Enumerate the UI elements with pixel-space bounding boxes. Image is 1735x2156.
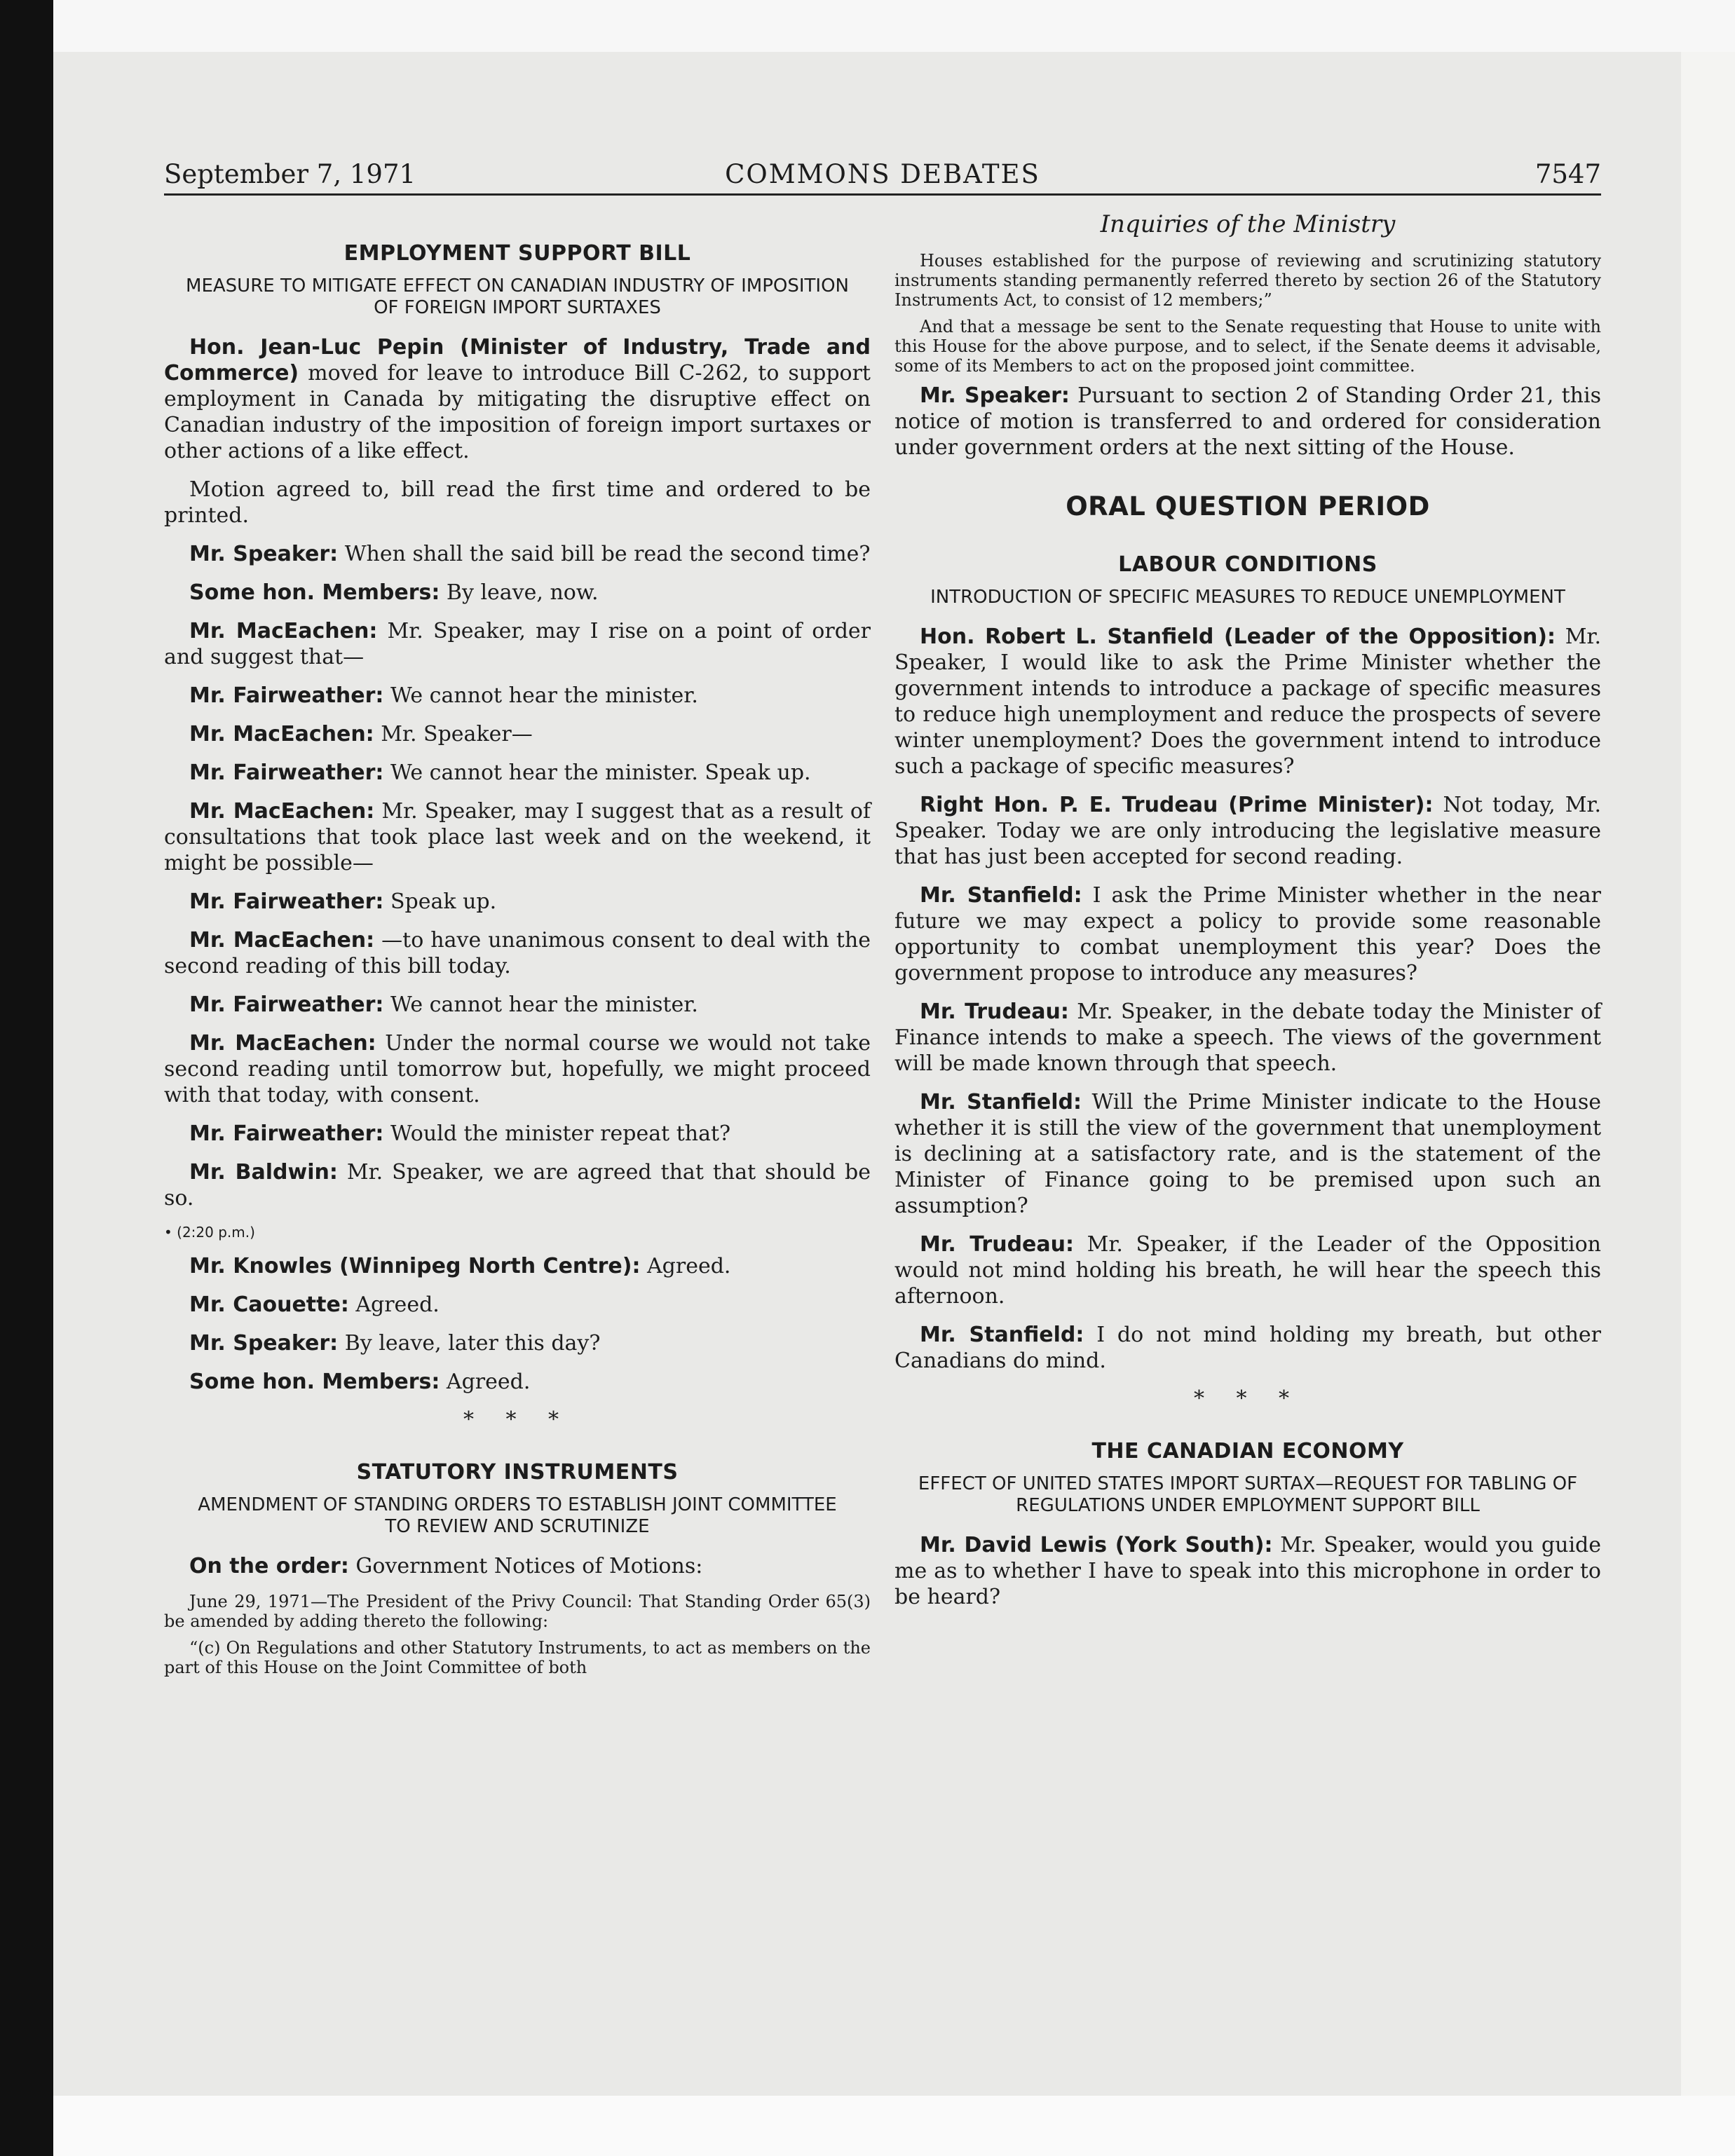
motion-text: June 29, 1971—The President of the Privy Council: That Standing Order 65(3) be amended by adding thereto the following: [164, 1592, 871, 1631]
speech-text: We cannot hear the minister. [383, 992, 698, 1017]
scan-border [0, 0, 53, 2156]
speaker-name: Right Hon. P. E. Trudeau (Prime Minister): [920, 793, 1434, 817]
paragraph [894, 999, 1601, 1077]
section-subheading: MEASURE TO MITIGATE EFFECT ON CANADIAN INDUSTRY OF IMPOSITION OF FOREIGN IMPORT SURTAXES [186, 275, 849, 318]
speaker-name: Mr. David Lewis (York South): [920, 1533, 1273, 1557]
speech-text: Under the normal course we would not take second reading until tomorrow but, hopefully, we might proceed with that today, with consent. [164, 1031, 871, 1107]
section-divider: * * * [1193, 1386, 1302, 1411]
running-head: Inquiries of the Ministry [1100, 210, 1396, 238]
speech-text: Government Notices of Motions: [348, 1554, 703, 1578]
paragraph [164, 1030, 871, 1108]
paragraph [894, 1532, 1601, 1610]
speaker-name: Mr. Stanfield: [920, 883, 1082, 908]
speech-text: Mr. Speaker, may I rise on a point of order and suggest that— [164, 619, 871, 669]
speech-text: Agreed. [640, 1254, 731, 1278]
paragraph [164, 798, 871, 876]
speech-text: Mr. Speaker, we are agreed that that should be so. [164, 1160, 871, 1210]
paragraph [894, 1231, 1601, 1309]
paragraph [164, 1121, 871, 1147]
speech-text: Mr. Speaker, I would like to ask the Prime Minister whether the government intends to introduce a package of specific measures to reduce high unemployment and reduce the prospects of severe winter unemployment? Does the government intend to introduce such a package of specific measures? [894, 625, 1601, 779]
scan-margin-bottom [53, 2096, 1735, 2156]
page-number: 7547 [1535, 159, 1601, 189]
paragraph [164, 1369, 871, 1395]
section-heading: THE CANADIAN ECONOMY [1091, 1439, 1404, 1464]
section-subheading: INTRODUCTION OF SPECIFIC MEASURES TO REDUCE UNEMPLOYMENT [930, 587, 1565, 608]
speaker-name: Mr. Caouette: [189, 1292, 349, 1317]
speech-text: Not today, Mr. Speaker. Today we are only introducing the legislative measure that has just been accepted for second reading. [894, 793, 1601, 869]
speech-text: Mr. Speaker, would you guide me as to whether I have to speak into this microphone in order to be heard? [894, 1533, 1601, 1609]
paragraph [894, 624, 1601, 779]
speaker-name: Mr. Fairweather: [189, 889, 384, 914]
section-heading: STATUTORY INSTRUMENTS [356, 1460, 679, 1485]
section-divider: * * * [463, 1407, 572, 1432]
speaker-name: Hon. Jean-Luc Pepin (Minister of Industry, Trade and Commerce) [164, 335, 871, 386]
paragraph [164, 721, 871, 747]
speaker-name: Mr. Speaker: [189, 1331, 339, 1356]
speaker-name: Mr. Stanfield: [920, 1090, 1082, 1114]
motion-text: And that a message be sent to the Senate requesting that House to unite with this House for the above purpose, and to select, if the Senate deems it advisable, some of its Members to act on the proposed joint committee. [894, 317, 1601, 376]
paragraph [164, 683, 871, 709]
speech-text: We cannot hear the minister. Speak up. [383, 760, 811, 785]
speech-text: Mr. Speaker, if the Leader of the Opposition would not mind holding his breath, he will hear the speech this afternoon. [894, 1232, 1602, 1309]
speech-text: By leave, later this day? [338, 1331, 601, 1356]
paragraph [164, 580, 871, 606]
speaker-name: Mr. Stanfield: [920, 1323, 1084, 1347]
speech-text: Will the Prime Minister indicate to the House whether it is still the view of the government that unemployment is declining at a satisfactory rate, and is the statement of the Minister of Finance going to be premised upon such an assumption? [894, 1090, 1602, 1218]
paragraph [894, 1089, 1601, 1219]
speaker-name: Mr. Knowles (Winnipeg North Centre): [189, 1254, 641, 1278]
paragraph [894, 383, 1601, 460]
speaker-name: Mr. MacEachen: [189, 799, 375, 824]
speaker-name: On the order: [189, 1554, 349, 1578]
speech-text: —to have unanimous consent to deal with the second reading of this bill today. [164, 928, 871, 978]
paragraph [164, 760, 871, 786]
speaker-name: Mr. MacEachen: [189, 619, 378, 643]
speaker-name: Some hon. Members: [189, 1370, 440, 1394]
paragraph [164, 1253, 871, 1279]
paragraph [164, 541, 871, 567]
speaker-name: Mr. Fairweather: [189, 992, 384, 1017]
speaker-name: Mr. MacEachen: [189, 928, 375, 953]
speaker-name: Mr. Fairweather: [189, 683, 384, 708]
section-subheading: AMENDMENT OF STANDING ORDERS TO ESTABLISH JOINT COMMITTEE TO REVIEW AND SCRUTINIZE [198, 1494, 837, 1537]
speaker-name: Mr. Speaker: [920, 383, 1070, 408]
speech-text: When shall the said bill be read the second time? [338, 542, 871, 566]
speaker-name: Mr. Speaker: [189, 542, 339, 566]
right-column [894, 210, 1601, 1623]
section-heading-major: ORAL QUESTION PERIOD [1066, 491, 1430, 521]
section-subheading: EFFECT OF UNITED STATES IMPORT SURTAX—REQUEST FOR TABLING OF REGULATIONS UNDER EMPLOYMENT SUPPORT BILL [918, 1473, 1578, 1516]
speech-text: moved for leave to introduce Bill C-262, to support employment in Canada by mitigating the disruptive effect on Canadian industry of the imposition of foreign import surtaxes or other actions of a like effect. [164, 361, 871, 463]
speaker-name: Mr. Trudeau: [920, 999, 1069, 1024]
speaker-name: Mr. Fairweather: [189, 760, 384, 785]
paragraph [894, 882, 1601, 986]
speech-text: Agreed. [440, 1370, 531, 1394]
page-header [164, 151, 1601, 196]
paragraph [164, 1159, 871, 1211]
section-heading: LABOUR CONDITIONS [1118, 552, 1377, 577]
speech-text: By leave, now. [440, 580, 599, 605]
paragraph [164, 618, 871, 670]
header-title: COMMONS DEBATES [725, 159, 1040, 189]
paragraph [164, 1292, 871, 1318]
paragraph [164, 334, 871, 464]
paragraph [894, 792, 1601, 870]
section-heading: EMPLOYMENT SUPPORT BILL [343, 241, 691, 266]
speech-text: Pursuant to section 2 of Standing Order 21, this notice of motion is transferred to and ordered for consideration under government orders at the next sitting of the House. [894, 383, 1601, 460]
header-date: September 7, 1971 [164, 159, 416, 189]
speech-text: Mr. Speaker, in the debate today the Minister of Finance intends to make a speech. The views of the government will be made known through that speech. [894, 999, 1601, 1076]
speaker-name: Hon. Robert L. Stanfield (Leader of the Opposition): [920, 625, 1556, 649]
speech-text: Mr. Speaker— [374, 722, 533, 746]
speech-text: Mr. Speaker, may I suggest that as a result of consultations that took place last week and on the weekend, it might be possible— [164, 799, 871, 875]
scan-margin-top [53, 0, 1735, 52]
speech-text: I ask the Prime Minister whether in the near future we may expect a policy to provide some reasonable opportunity to combat unemployment this year? Does the government propose to introduce any measures? [894, 883, 1602, 985]
speech-text: We cannot hear the minister. [383, 683, 698, 708]
paragraph [164, 889, 871, 915]
speech-text: Would the minister repeat that? [383, 1121, 731, 1146]
motion-text: Houses established for the purpose of reviewing and scrutinizing statutory instruments standing permanently referred thereto by section 26 of the Statutory Instruments Act, to consist of 12 members;” [894, 251, 1601, 310]
speaker-name: Mr. MacEachen: [189, 722, 374, 746]
speaker-name: Mr. MacEachen: [189, 1031, 376, 1056]
paragraph [894, 1322, 1601, 1374]
paragraph [164, 927, 871, 979]
motion-text: “(c) On Regulations and other Statutory Instruments, to act as members on the part of this House on the Joint Committee of both [164, 1638, 871, 1677]
paragraph [164, 992, 871, 1018]
speaker-name: Mr. Baldwin: [189, 1160, 338, 1185]
paragraph [164, 1330, 871, 1356]
speech-text: Speak up. [383, 889, 497, 914]
time-marker: • (2:20 p.m.) [164, 1224, 255, 1241]
speaker-name: Mr. Fairweather: [189, 1121, 384, 1146]
left-column [164, 210, 871, 1684]
speech-text: I do not mind holding my breath, but other Canadians do mind. [894, 1323, 1601, 1373]
speaker-name: Mr. Trudeau: [920, 1232, 1075, 1257]
speech-text: Agreed. [348, 1292, 440, 1317]
speaker-name: Some hon. Members: [189, 580, 440, 605]
paragraph [164, 1553, 871, 1579]
paragraph: Motion agreed to, bill read the first time and ordered to be printed. [164, 477, 871, 528]
